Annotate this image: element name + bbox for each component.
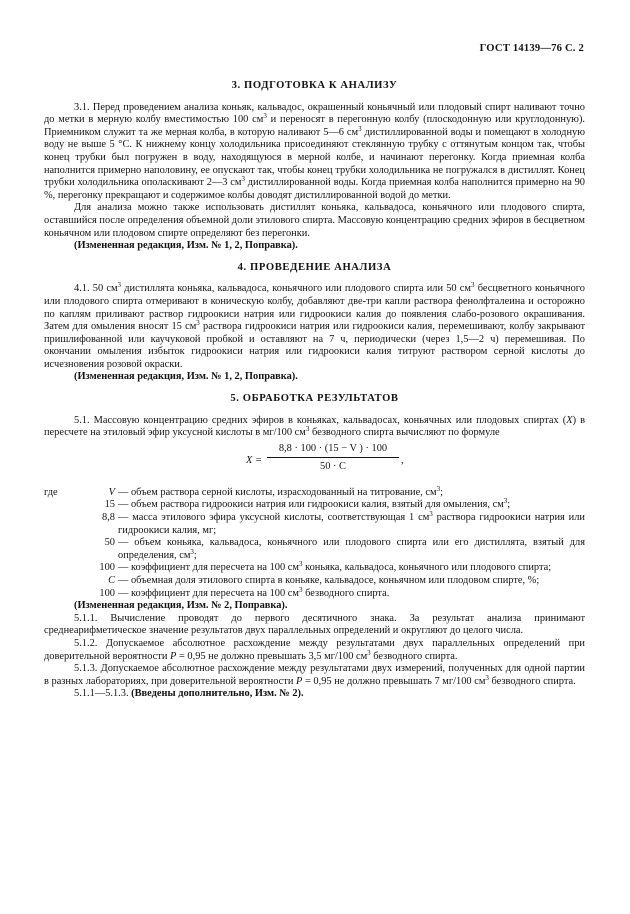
definition-row <box>44 585 585 601</box>
section-4-title: 4. ПРОВЕДЕНИЕ АНАЛИЗА <box>237 261 392 273</box>
section-4-revision-note: (Измененная редакция, Изм. № 1, 2, Поправка). <box>74 371 298 383</box>
clause-5-1-2: 5.1.2. Допускаемое абсолютное расхождение между результатами двух параллельных определений при доверительной вероятности P = 0,95 не должно превышать 3,5 мг/100 $см^3$ безводного спирта. <box>44 637 585 662</box>
formula-definitions <box>44 484 585 600</box>
definition-row <box>44 575 585 588</box>
definition-key: 100 <box>99 587 115 599</box>
formula-numerator: 8,8 · 100 · (15 − V ) · 100 <box>267 443 399 459</box>
definition-key: V <box>108 486 115 498</box>
section-3-paragraph-2: Для анализа можно также использовать дистиллят коньяка, кальвадоса, коньячного или плодового спирта, оставшийся после определения объемной доли этилового спирта. Массовую концентрацию средних эфиров в бесцветном коньячном или плодовом спирте определяют без перегонки. <box>44 202 585 239</box>
section-5-revision-note: (Измененная редакция, Изм. № 2, Поправка). <box>74 600 288 612</box>
formula-lhs: X = <box>246 454 262 466</box>
clause-5-1-1-to-5-1-3-note: 5.1.1—5.1.3. (Введены дополнительно, Изм. № 2). <box>74 688 304 700</box>
formula-denominator: 50 · C <box>320 461 346 473</box>
definition-text: — коэффициент для пересчета на 100 $см^3$ коньяка, кальвадоса, коньячного или плодового спирта; <box>118 560 552 574</box>
definition-text: — масса этилового эфира уксусной кислоты, соответствующая 1 $см^3$ раствора гидроокиси натрия или гидроокиси калия, мг; <box>118 510 585 536</box>
definition-row <box>44 499 585 512</box>
definition-key: 8,8 <box>102 512 115 524</box>
definition-text: — объем коньяка, кальвадоса, коньячного или плодового спирта или его дистиллята, взятый для определения, $см^3$; <box>118 537 585 561</box>
definition-key: 100 <box>99 562 115 574</box>
clause-5-1-3: 5.1.3. Допускаемое абсолютное расхождение между результатами двух измерений, полученных для одной партии в разных лабораториях, при доверительной вероятности P = 0,95 не должно превышать 7 мг/100 $см^3$ безводного спирта. <box>44 663 585 687</box>
definition-row <box>44 562 585 575</box>
definition-row <box>44 512 585 537</box>
definition-text: — объемная доля этилового спирта в коньяке, кальвадосе, коньячном или плодовом спирте, %; <box>118 575 540 586</box>
page-header: ГОСТ 14139—76 С. 2 <box>479 43 584 54</box>
section-5-paragraph-1: 5.1. Массовую концентрацию средних эфиров в коньяках, кальвадосах, коньячных или плодовых спиртах (X) в пересчете на этиловый эфир уксусной кислоты в мг/100 $см^3$ безводного спирта вычисляют по формуле <box>44 414 585 439</box>
definition-text: — объем раствора серной кислоты, израсходованный на титрование, $см^3$; <box>118 484 443 498</box>
definition-text: — объем раствора гидроокиси натрия или гидроокиси калия, взятый для омыления, $см^3$; <box>118 497 511 511</box>
definition-key: 50 <box>104 537 115 549</box>
section-3-paragraph-1: 3.1. Перед проведением анализа коньяк, кальвадос, окрашенный коньячный или плодовый спирт наливают точно до метки в мерную колбу вместимостью 100 $см^3$ и переносят в перегонную колбу (плоскодонную или круглодонную). Приемником служит та же мерная колба, в которую наливают 5—6 $см^3$ дистиллированной воды и помещают в холодную воду не выше 5 °С. К нижнему концу холодильника присоединяют стеклянную трубку с оттянутым концом так, чтобы конец трубки был погружен в воду, находящуюся в мерной колбе, и начинают перегонку. Когда приемная колба наполнится примерно наполовину, ее опускают так, чтобы конец трубки холодильника не погружался в дистиллят. Конец трубки холодильника ополаскивают 2—3 $см^3$ дистиллированной воды. Когда приемная колба наполнится примерно на 90 %, перегонку прекращают и содержимое колбы доводят дистиллированной водой до метки. <box>44 101 585 201</box>
document-body <box>44 78 585 701</box>
section-3-title: 3. ПОДГОТОВКА К АНАЛИЗУ <box>231 80 398 91</box>
definition-key: C <box>108 575 115 586</box>
section-5-title: 5. ОБРАБОТКА РЕЗУЛЬТАТОВ <box>230 393 399 405</box>
formula-comma: , <box>401 454 404 466</box>
definition-row <box>44 537 585 562</box>
definition-key: 15 <box>104 499 115 511</box>
clause-5-1-1: 5.1.1. Вычисление проводят до первого десятичного знака. За результат анализа принимают среднеарифметическое значение результатов двух параллельных определений и округляют до целого числа. <box>44 612 585 637</box>
ester-formula <box>44 443 585 483</box>
formula-fraction <box>267 443 399 474</box>
section-3-revision-note: (Измененная редакция, Изм. № 1, 2, Поправка). <box>74 240 298 252</box>
definition-text: — коэффициент для пересчета на 100 $см^3$ безводного спирта. <box>118 585 390 599</box>
where-label: где <box>44 486 58 498</box>
section-4-paragraph-1: 4.1. 50 $см^3$ дистиллята коньяка, кальвадоса, коньячного или плодового спирта или 50 $см^3$ бесцветного коньячного или плодового спирта отмеривают в коническую колбу, добавляют две-три капли раствора фенолфталеина и осторожно по каплям приливают раствор гидроокиси натрия или гидроокиси калия до появления слабо-розового окрашивания. Затем для омыления вносят 15 $см^3$ раствора гидроокиси натрия или гидроокиси калия, перемешивают, колбу закрывают пришлифованной или каучуковой пробкой и оставляют на 7 ч, периодически (через 1,5—2 ч) перемешивая. По окончании омыления избыток гидроокиси натрия или гидроокиси калия титруют раствором серной кислоты до исчезновения розовой окраски. <box>44 281 586 370</box>
